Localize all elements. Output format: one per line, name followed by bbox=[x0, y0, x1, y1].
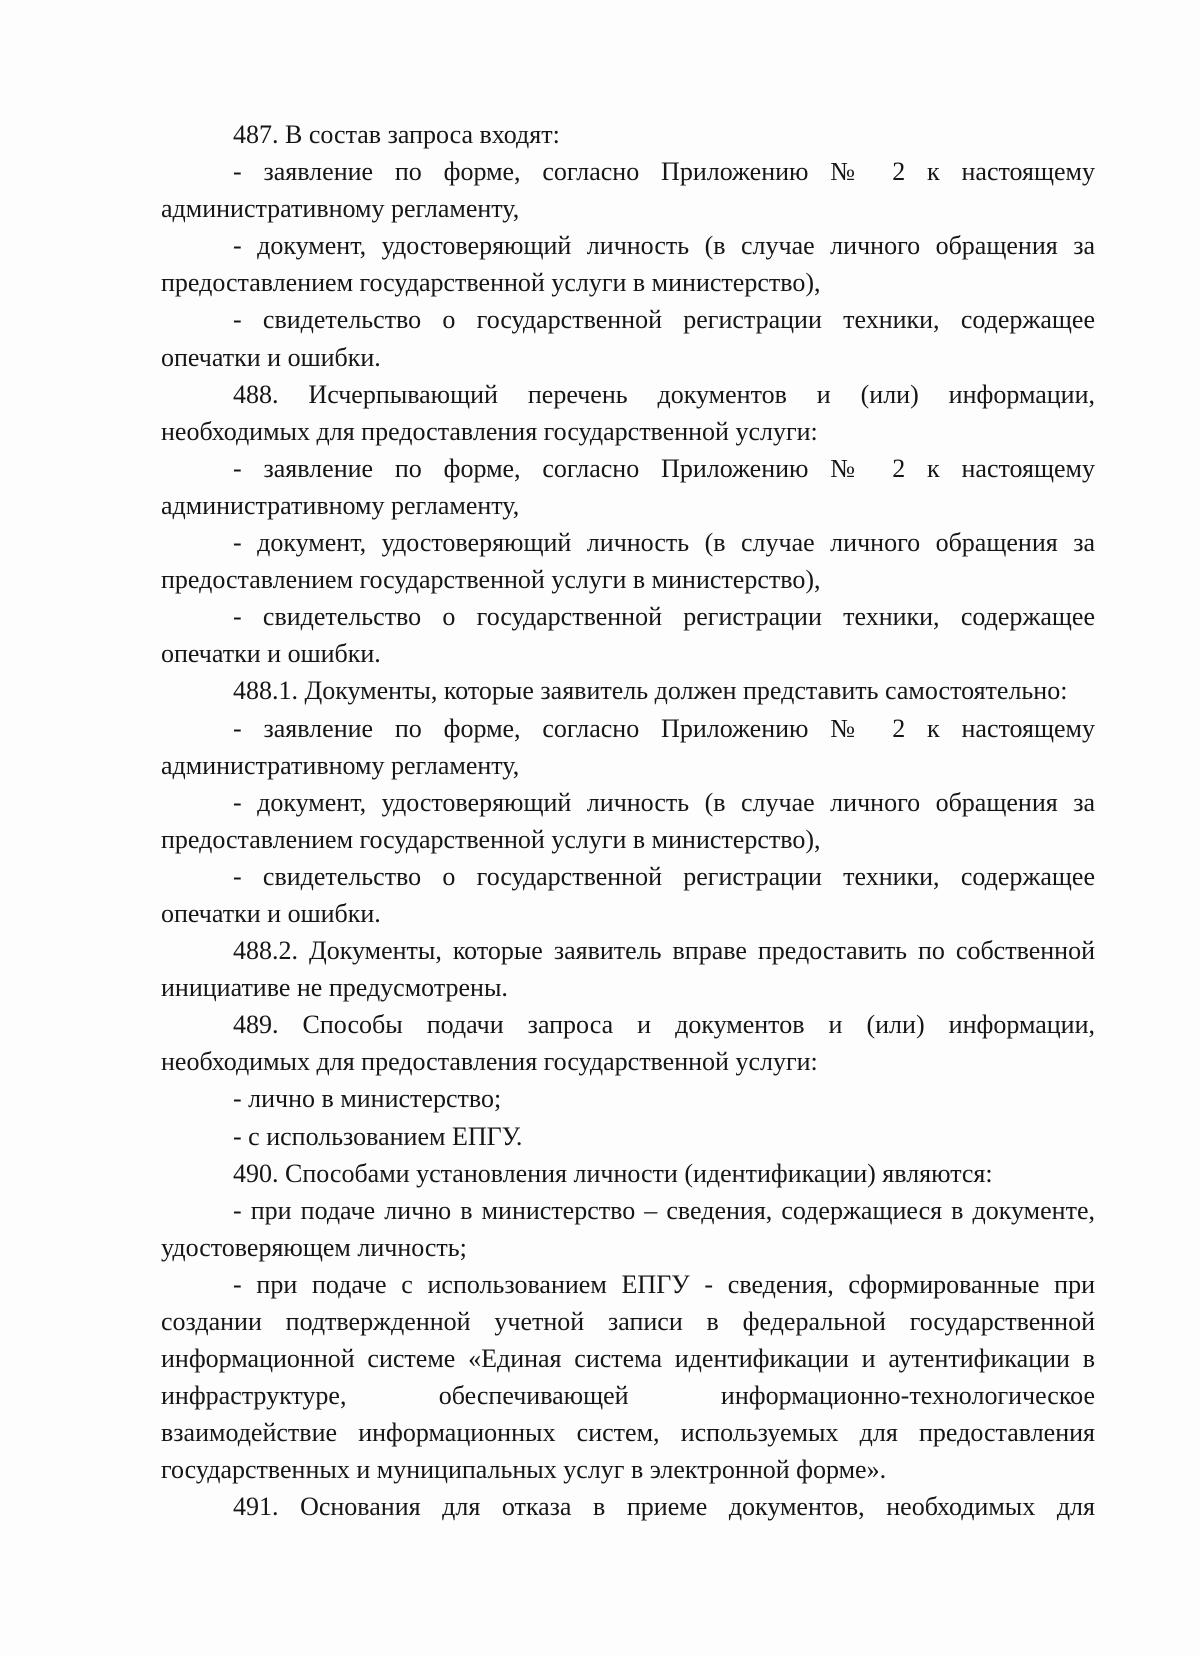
paragraph: - заявление по форме, согласно Приложению № 2 к настоящему административному регламенту, bbox=[161, 157, 1095, 224]
paragraph: 490. Способами установления личности (идентификации) являются: bbox=[233, 1158, 993, 1188]
document-body bbox=[161, 116, 1095, 1526]
paragraph: - документ, удостоверяющий личность (в случае личного обращения за предоставлением государственной услуги в министерство), bbox=[161, 787, 1095, 854]
paragraph: 487. В состав запроса входят: bbox=[233, 120, 560, 149]
paragraph: - при подаче лично в министерство – сведения, содержащиеся в документе, удостоверяющем личность; bbox=[161, 1195, 1095, 1262]
paragraph: 489. Способы подачи запроса и документов и (или) информации, необходимых для предоставления государственной услуги: bbox=[161, 1010, 1095, 1077]
paragraph: - заявление по форме, согласно Приложению № 2 к настоящему административному регламенту, bbox=[161, 453, 1095, 520]
paragraph: - лично в министерство; bbox=[233, 1084, 502, 1114]
paragraph: 488.1. Документы, которые заявитель должен представить самостоятельно: bbox=[233, 676, 1068, 706]
paragraph: 488.2. Документы, которые заявитель вправе предоставить по собственной инициативе не предусмотрены. bbox=[161, 936, 1095, 1003]
paragraph: - свидетельство о государственной регистрации техники, содержащее опечатки и ошибки. bbox=[161, 305, 1095, 372]
paragraph: 488. Исчерпывающий перечень документов и (или) информации, необходимых для предоставления государственной услуги: bbox=[161, 379, 1095, 446]
paragraph: - заявление по форме, согласно Приложению № 2 к настоящему административному регламенту, bbox=[161, 713, 1095, 780]
paragraph: - с использованием ЕПГУ. bbox=[233, 1121, 523, 1151]
paragraph: - документ, удостоверяющий личность (в случае личного обращения за предоставлением государственной услуги в министерство), bbox=[161, 231, 1095, 298]
paragraph: - свидетельство о государственной регистрации техники, содержащее опечатки и ошибки. bbox=[161, 861, 1095, 928]
paragraph: - свидетельство о государственной регистрации техники, содержащее опечатки и ошибки. bbox=[161, 602, 1095, 669]
paragraph: - при подаче с использованием ЕПГУ - сведения, сформированные при создании подтвержденной учетной записи в федеральной государственной информационной системе «Единая система идентификации и аутентификации в инфраструктуре, обеспечивающей информационно-технологическое взаимодействие информационных систем, используемых для предоставления государственных и муниципальных услуг в электронной форме». bbox=[161, 1269, 1095, 1485]
paragraph: - документ, удостоверяющий личность (в случае личного обращения за предоставлением государственной услуги в министерство), bbox=[161, 528, 1095, 595]
paragraph: 491. Основания для отказа в приеме документов, необходимых для bbox=[233, 1492, 1095, 1522]
